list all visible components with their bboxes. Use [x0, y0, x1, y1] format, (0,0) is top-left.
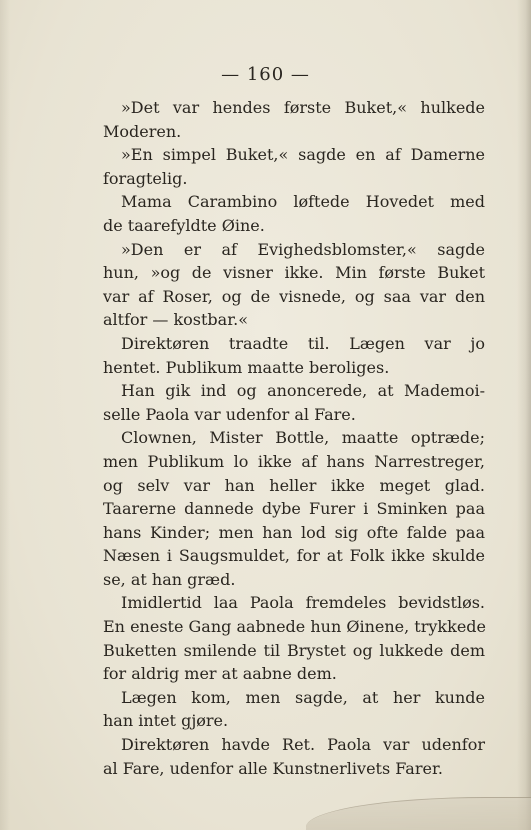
text-line: hentet. Publikum maatte beroliges.	[103, 357, 390, 377]
page-left-shadow	[0, 0, 10, 830]
text-line: Næsen i Saugsmuldet, for at Folk ikke skulde	[103, 546, 485, 566]
text-line: Buketten smilende til Brystet og lukkede dem	[103, 640, 485, 660]
text-line: hans Kinder; men han lod sig ofte falde paa	[103, 522, 485, 542]
text-line: han intet gjøre.	[103, 711, 229, 731]
text-line: En eneste Gang aabnede hun Øinene, trykkede	[103, 617, 486, 637]
text-line: for aldrig mer at aabne dem.	[103, 664, 337, 684]
text-line: altfor — kostbar.«	[103, 310, 248, 330]
text-line: »Den er af Evighedsblomster,« sagde	[121, 239, 485, 259]
text-line: og selv var han heller ikke meget glad.	[103, 475, 485, 495]
page-corner-curl	[306, 797, 531, 830]
text-line: var af Roser, og de visnede, og saa var den	[103, 286, 485, 306]
text-line: foragtelig.	[103, 168, 188, 188]
text-line: de taarefyldte Øine.	[103, 215, 265, 235]
text-line: Clownen, Mister Bottle, maatte optræde;	[121, 428, 485, 448]
text-line: »Det var hendes første Buket,« hulkede	[121, 98, 485, 117]
text-line: Taarerne dannede dybe Furer i Sminken paa	[103, 499, 485, 519]
text-line: se, at han græd.	[103, 569, 236, 589]
text-line: al Fare, udenfor alle Kunstnerlivets Farer.	[103, 758, 443, 778]
text-line: hun, »og de visner ikke. Min første Buket	[103, 263, 485, 283]
page-number: — 160 —	[221, 64, 310, 85]
text-line: Direktøren traadte til. Lægen var jo	[121, 333, 485, 353]
text-line: Direktøren havde Ret. Paola var udenfor	[121, 735, 485, 755]
text-line: selle Paola var udenfor al Fare.	[103, 404, 356, 424]
body-text	[103, 96, 485, 780]
text-line: Mama Carambino løftede Hovedet med	[121, 192, 485, 212]
text-line: Han gik ind og anoncerede, at Mademoi-	[121, 381, 485, 401]
text-line: Imidlertid laa Paola fremdeles bevidstløs.	[121, 593, 485, 613]
page-right-shadow	[517, 0, 531, 830]
text-line: »En simpel Buket,« sagde en af Damerne	[121, 145, 485, 165]
text-line: Moderen.	[103, 121, 182, 141]
text-line: Lægen kom, men sagde, at her kunde	[121, 687, 485, 707]
text-line: men Publikum lo ikke af hans Narrestreger,	[103, 451, 485, 471]
